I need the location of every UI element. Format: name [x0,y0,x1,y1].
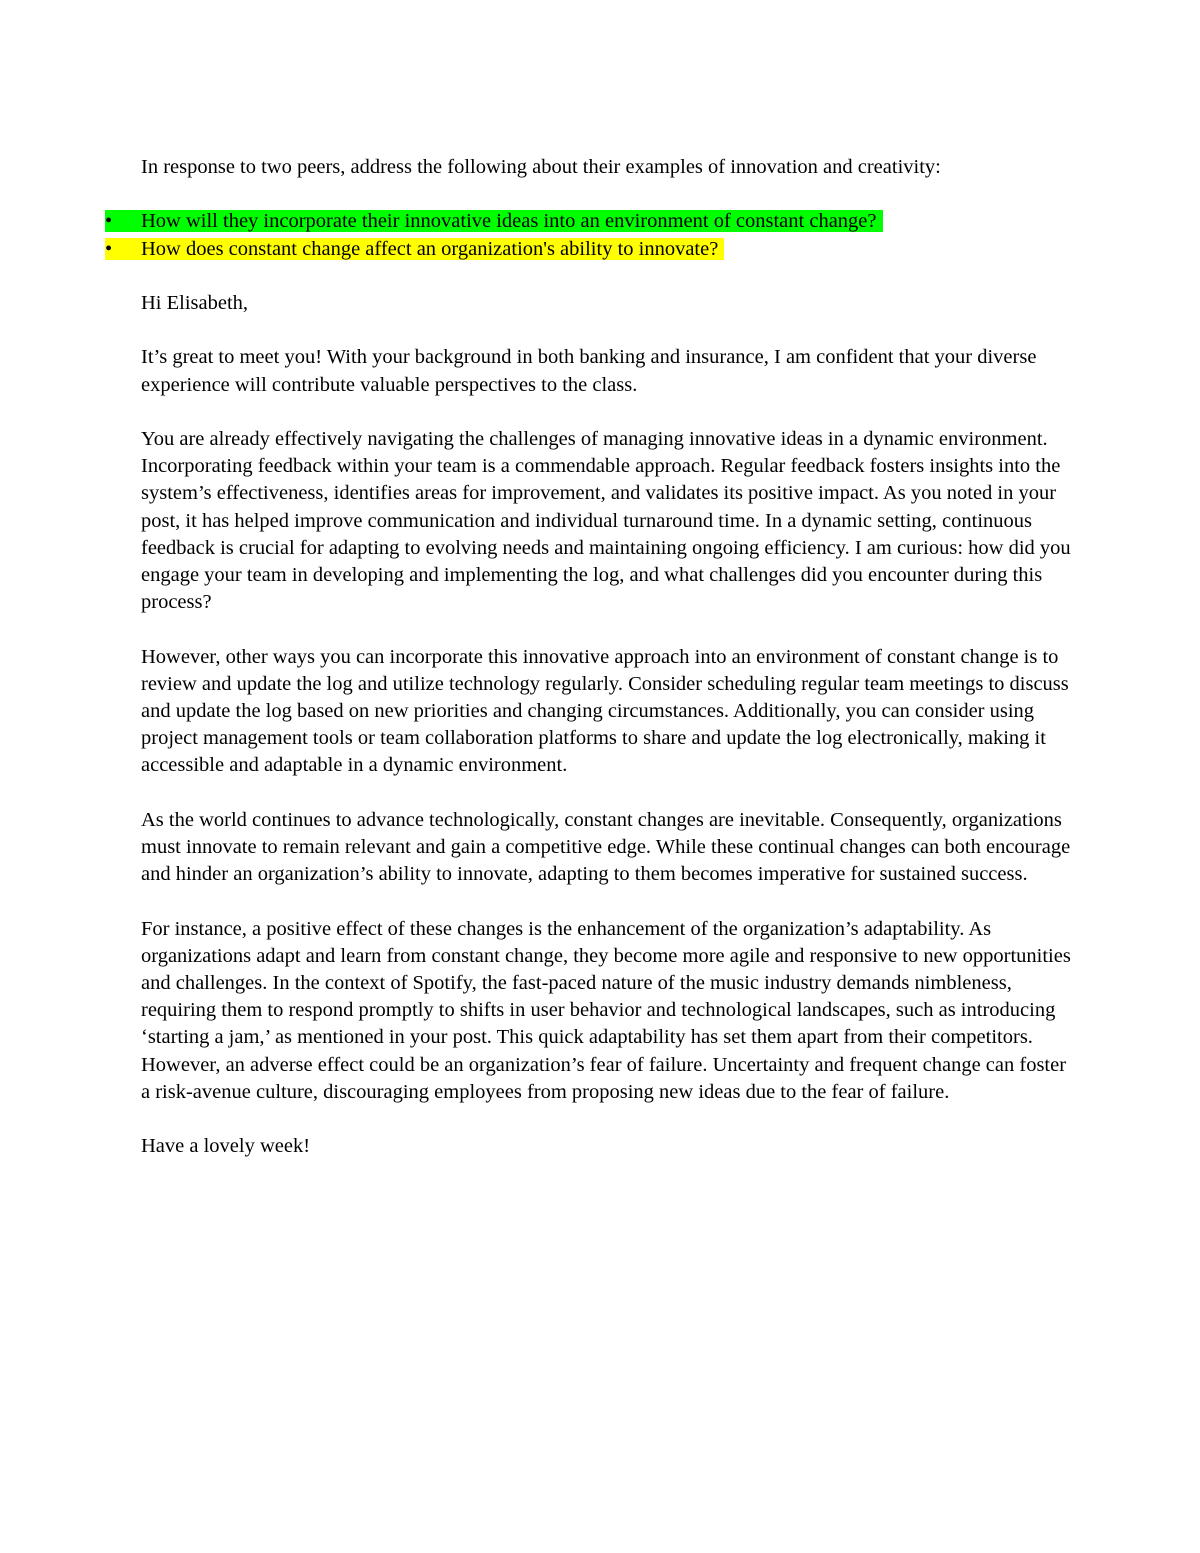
body-paragraph-1: It’s great to meet you! With your background in both banking and insurance, I am confident that your diverse experience will contribute valuable perspectives to the class. [141,346,1037,396]
body-paragraph-5: For instance, a positive effect of these changes is the enhancement of the organization’s adaptability. As organizations adapt and learn from constant change, they become more agile and responsive to new opportunities and challenges. In the context of Spotify, the fast-paced nature of the music industry demands nimbleness, requiring them to respond promptly to shifts in user behavior and technological landscapes, such as introducing ‘starting a jam,’ as mentioned in your post. This quick adaptability has set them apart from their competitors. However, an adverse effect could be an organization’s fear of failure. Uncertainty and frequent change can foster a risk-avenue culture, discouraging employees from proposing new ideas due to the fear of failure. [141,917,1071,1103]
question-item-1 [105,208,1071,235]
greeting: Hi Elisabeth, [141,291,249,314]
body-paragraph-3: However, other ways you can incorporate this innovative approach into an environment of constant change is to review and update the log and utilize technology regularly. Consider scheduling regular team meetings to discuss and update the log based on new priorities and changing circumstances. Additionally, you can consider using project management tools or team collaboration platforms to share and update the log electronically, making it accessible and adaptable in a dynamic environment. [141,645,1069,777]
body-paragraph-2: You are already effectively navigating the challenges of managing innovative ideas in a dynamic environment. Incorporating feedback within your team is a commendable approach. Regular feedback fosters insights into the system’s effectiveness, identifies areas for improvement, and validates its positive impact. As you noted in your post, it has helped improve communication and individual turnaround time. In a dynamic setting, continuous feedback is crucial for adapting to evolving needs and maintaining ongoing efficiency. I am curious: how did you engage your team in developing and implementing the log, and what challenges did you encounter during this process? [141,427,1071,614]
bullet-icon: • [105,237,113,260]
closing: Have a lovely week! [141,1135,311,1158]
question-text: How will they incorporate their innovative ideas into an environment of constant change? [141,210,877,233]
intro-paragraph: In response to two peers, address the following about their examples of innovation and creativity: [141,156,941,178]
highlight-green [105,210,883,232]
document-body [105,154,1071,1188]
highlight-yellow [105,238,724,260]
question-text: How does constant change affect an organization's ability to innovate? [141,237,719,260]
question-item-2 [105,236,1071,263]
bullet-icon: • [105,210,113,233]
body-paragraph-4: As the world continues to advance technologically, constant changes are inevitable. Consequently, organizations must innovate to remain relevant and gain a competitive edge. While these continual changes can both encourage and hinder an organization’s ability to innovate, adapting to them becomes imperative for sustained success. [141,808,1071,886]
question-list [105,208,1071,262]
